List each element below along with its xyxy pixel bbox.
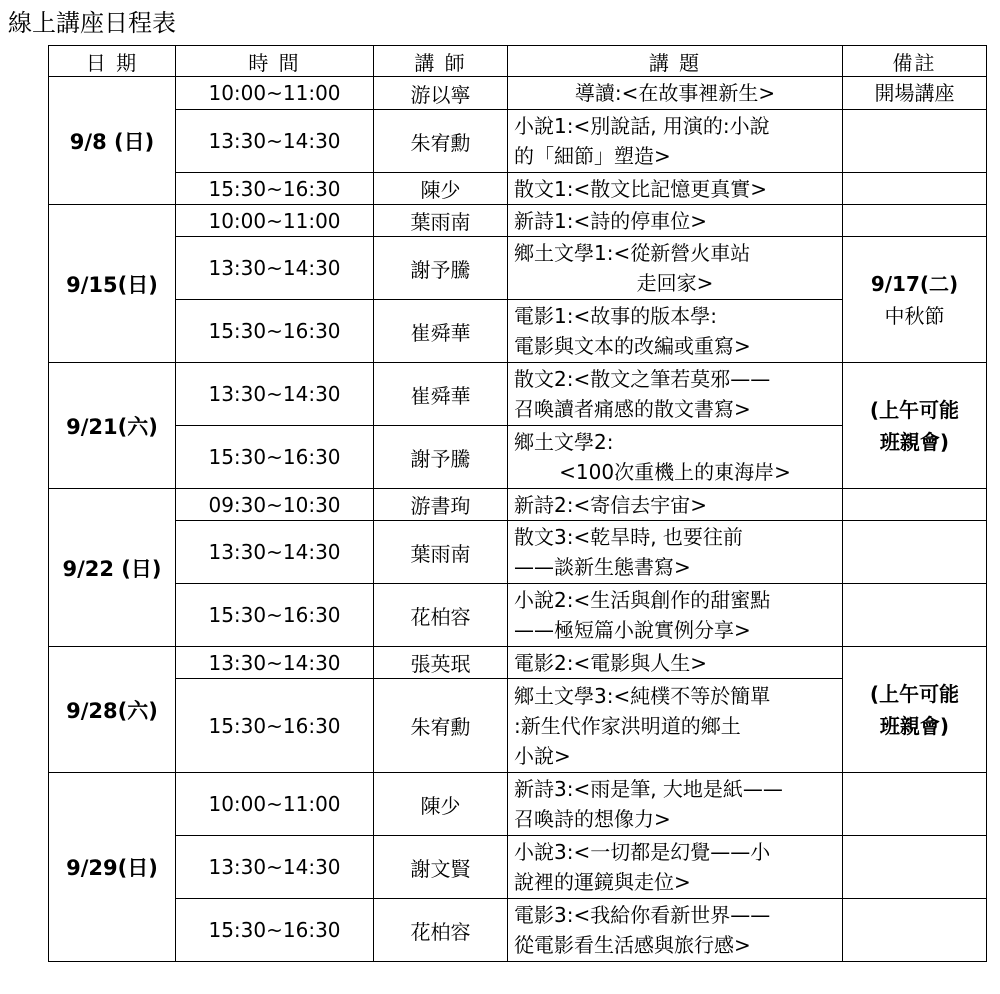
time-cell: 13:30~14:30 [176, 363, 374, 426]
note-line: 中秋節 [884, 303, 945, 328]
speaker-cell: 游書珣 [374, 489, 508, 521]
topic-line: 散文1:<散文比記憶更真實> [514, 176, 767, 201]
date-cell: 9/15(日) [49, 205, 176, 363]
time-cell: 15:30~16:30 [176, 899, 374, 962]
time-cell: 10:00~11:00 [176, 77, 374, 110]
topic-line: 新詩2:<寄信去宇宙> [514, 492, 707, 517]
time-cell: 15:30~16:30 [176, 679, 374, 773]
time-cell: 13:30~14:30 [176, 836, 374, 899]
topic-line: 導讀:<在故事裡新生> [574, 81, 776, 105]
speaker-cell: 崔舜華 [374, 300, 508, 363]
topic-cell [508, 173, 843, 205]
topic-line: 電影與文本的改編或重寫> [514, 334, 751, 358]
note-line: 班親會) [879, 713, 950, 738]
note-cell [843, 899, 987, 962]
time-cell: 10:00~11:00 [176, 205, 374, 237]
speaker-cell: 葉雨南 [374, 521, 508, 584]
topic-line: ——談新生態書寫> [514, 555, 691, 579]
speaker-cell: 謝文賢 [374, 836, 508, 899]
header-time: 時 間 [176, 46, 374, 77]
speaker-cell: 葉雨南 [374, 205, 508, 237]
note-cell [843, 773, 987, 836]
topic-line: 召喚詩的想像力> [514, 807, 671, 831]
date-cell: 9/28(六) [49, 647, 176, 773]
speaker-cell: 陳少 [374, 173, 508, 205]
note-cell [843, 77, 987, 110]
topic-cell [508, 836, 843, 899]
topic-cell [508, 363, 843, 426]
topic-line: 召喚讀者痛感的散文書寫> [514, 397, 751, 421]
time-cell: 09:30~10:30 [176, 489, 374, 521]
table-row [49, 205, 987, 237]
table-row [49, 489, 987, 521]
topic-cell [508, 679, 843, 773]
note-cell [843, 521, 987, 584]
topic-line: 鄉土文學3:<純樸不等於簡單 [514, 683, 771, 708]
table-row [49, 836, 987, 899]
topic-line: 小說1:<別說話, 用演的:小說 [514, 114, 770, 138]
note-line: (上午可能 [869, 397, 960, 422]
date-cell: 9/21(六) [49, 363, 176, 489]
table-row [49, 363, 987, 426]
time-cell: 15:30~16:30 [176, 426, 374, 489]
topic-line: 電影3:<我給你看新世界—— [514, 903, 771, 927]
note-cell [843, 647, 987, 773]
topic-cell [508, 647, 843, 679]
speaker-cell: 朱宥勳 [374, 110, 508, 173]
header-note: 備註 [843, 46, 987, 77]
note-cell [843, 110, 987, 173]
speaker-cell: 朱宥勳 [374, 679, 508, 773]
note-date: 9/17(二) [870, 271, 959, 296]
time-cell: 15:30~16:30 [176, 584, 374, 647]
note-line: (上午可能 [869, 681, 960, 706]
topic-cell [508, 205, 843, 237]
topic-line: 電影2:<電影與人生> [514, 650, 707, 675]
note-line: 開場講座 [874, 81, 955, 105]
time-cell: 10:00~11:00 [176, 773, 374, 836]
topic-cell [508, 110, 843, 173]
header-date: 日 期 [49, 46, 176, 77]
topic-line: 小說> [514, 743, 571, 768]
topic-cell [508, 899, 843, 962]
note-line: 班親會) [879, 429, 950, 454]
header-row [49, 46, 987, 77]
table-row [49, 647, 987, 679]
speaker-cell: 崔舜華 [374, 363, 508, 426]
speaker-cell: 游以寧 [374, 77, 508, 110]
note-cell [843, 363, 987, 489]
table-row [49, 521, 987, 584]
topic-line: 走回家> [636, 271, 714, 295]
topic-line: :新生代作家洪明道的鄉土 [514, 713, 741, 738]
table-row [49, 899, 987, 962]
note-cell [843, 489, 987, 521]
topic-line: 從電影看生活感與旅行感> [514, 933, 751, 957]
topic-cell [508, 426, 843, 489]
topic-line: 小說3:<一切都是幻覺——小 [514, 840, 771, 864]
time-cell: 15:30~16:30 [176, 173, 374, 205]
topic-cell [508, 300, 843, 363]
speaker-cell: 花柏容 [374, 899, 508, 962]
topic-cell [508, 584, 843, 647]
topic-line: <100次重機上的東海岸> [559, 460, 791, 484]
topic-line: 新詩3:<雨是筆, 大地是紙—— [514, 777, 783, 801]
header-topic: 講 題 [508, 46, 843, 77]
table-row [49, 773, 987, 836]
table-row [49, 173, 987, 205]
time-cell: 13:30~14:30 [176, 521, 374, 584]
header-speaker: 講 師 [374, 46, 508, 77]
topic-line: 小說2:<生活與創作的甜蜜點 [514, 588, 771, 612]
topic-line: 說裡的運鏡與走位> [514, 870, 691, 894]
speaker-cell: 張英珉 [374, 647, 508, 679]
note-cell [843, 237, 987, 363]
speaker-cell: 花柏容 [374, 584, 508, 647]
topic-line: ——極短篇小說實例分享> [514, 618, 751, 642]
time-cell: 13:30~14:30 [176, 237, 374, 300]
topic-line: 的「細節」塑造> [514, 144, 671, 168]
topic-line: 電影1:<故事的版本學: [514, 304, 717, 328]
note-cell [843, 205, 987, 237]
topic-line: 鄉土文學1:<從新營火車站 [514, 241, 751, 265]
page-title: 線上講座日程表 [8, 9, 176, 37]
table-row [49, 77, 987, 110]
speaker-cell: 謝予騰 [374, 237, 508, 300]
topic-line: 鄉土文學2: [514, 430, 614, 454]
note-cell [843, 173, 987, 205]
topic-line: 散文2:<散文之筆若莫邪—— [514, 367, 771, 391]
time-cell: 15:30~16:30 [176, 300, 374, 363]
date-cell: 9/8 (日) [49, 77, 176, 205]
table-row [49, 237, 987, 300]
topic-line: 散文3:<乾旱時, 也要往前 [514, 525, 743, 549]
topic-cell [508, 521, 843, 584]
date-cell: 9/29(日) [49, 773, 176, 962]
note-cell [843, 836, 987, 899]
topic-cell [508, 489, 843, 521]
time-cell: 13:30~14:30 [176, 110, 374, 173]
topic-cell [508, 77, 843, 110]
table-row [49, 584, 987, 647]
note-cell [843, 584, 987, 647]
date-cell: 9/22 (日) [49, 489, 176, 647]
schedule-table [48, 45, 987, 962]
table-row [49, 110, 987, 173]
topic-cell [508, 773, 843, 836]
speaker-cell: 謝予騰 [374, 426, 508, 489]
speaker-cell: 陳少 [374, 773, 508, 836]
time-cell: 13:30~14:30 [176, 647, 374, 679]
topic-cell [508, 237, 843, 300]
topic-line: 新詩1:<詩的停車位> [514, 208, 707, 233]
